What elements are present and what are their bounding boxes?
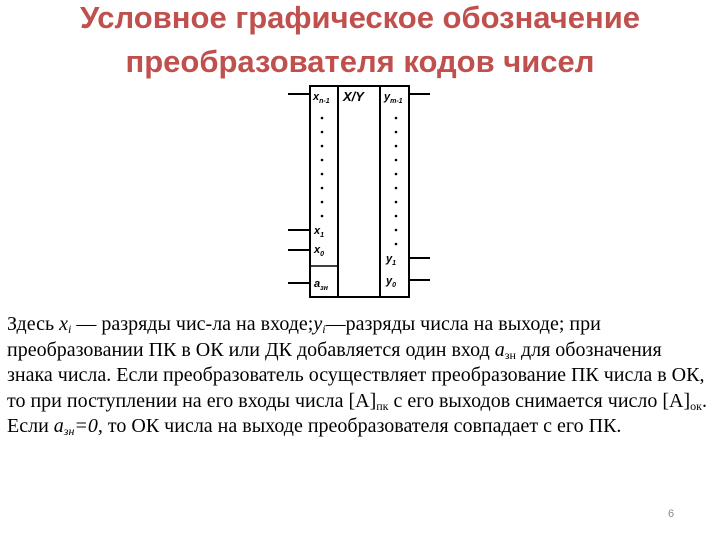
label-x1: $x_1$ (314, 225, 325, 239)
right-ellipsis-dots (395, 117, 398, 246)
label-x-top: $x_{n-1}$ (313, 91, 330, 105)
left-ellipsis-dots (321, 117, 324, 218)
description-paragraph: Здесь $x_i$ — разряды чис-ла на $входе;y_i—разряды$ числа на выходе; при преобразовании ПК в ОК или ДК добавляется один вход $a_{зн}$ для обозначения знака числа. Если преобразователь осуществляет преобразование ПК числа в ОК, то при поступлении на его входы числа $[A]_{пк}$ с его выходов снимается число $[A]_{ок}$. Если $a_{зн}=0$, то ОК числа на выходе преобразователя совпадает с его ПК. (7, 313, 707, 438)
label-y1: $y_1$ (386, 253, 397, 267)
label-sign: $a_{зн}$ (314, 278, 328, 292)
label-x0: $x_0$ (314, 244, 325, 258)
center-label: X/Y (343, 89, 364, 104)
page-number: 6 (668, 508, 675, 520)
title-line-1: Условное графическое обозначение (79, 0, 641, 35)
label-y-top: $y_{m-1}$ (384, 91, 403, 105)
title-line-2: преобразователя кодов чисел (125, 44, 595, 79)
label-y0: $y_0$ (386, 275, 397, 289)
